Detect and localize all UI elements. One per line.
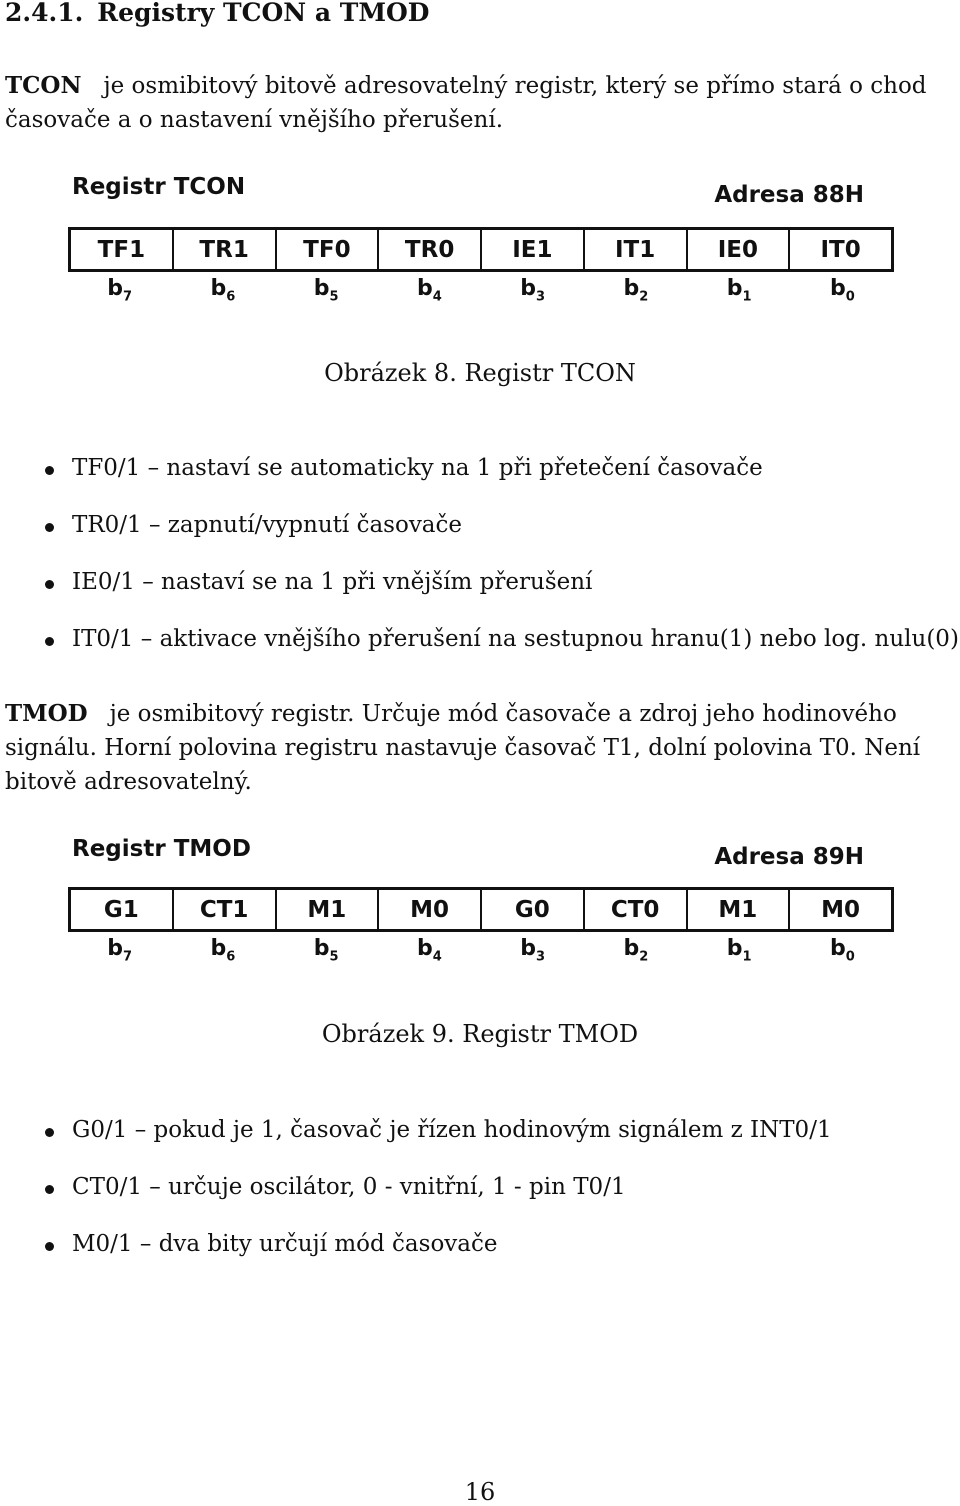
tcon-figure-title: Registr TCON (72, 174, 246, 200)
tcon-figure-address: Adresa 88H (714, 182, 864, 208)
list-item-text: IT0/1 – aktivace vnějšího přerušení na sestupnou hranu(1) nebo log. nulu(0) (72, 626, 959, 652)
section-title: Registry TCON a TMOD (97, 0, 430, 27)
tcon-bullet-list (45, 455, 959, 683)
list-item (45, 626, 959, 683)
list-item-text: M0/1 – dva bity určují mód časovače (72, 1231, 498, 1257)
tmod-bit-index: $b_7$ (107, 936, 133, 965)
tmod-bit-cell: M1 (688, 890, 791, 929)
list-item (45, 569, 959, 626)
list-item-text: G0/1 – pokud je 1, časovač je řízen hodinovým signálem z INT0/1 (72, 1117, 832, 1143)
tcon-bit-index: $b_6$ (210, 276, 236, 305)
tmod-intro-paragraph (5, 697, 955, 799)
tmod-intro-line-2: signálu. Horní polovina registru nastavuje časovač T1, dolní polovina T0. Není (5, 735, 921, 761)
tmod-bit-cell: CT1 (174, 890, 277, 929)
tmod-bit-index: $b_0$ (829, 936, 855, 965)
tcon-bit-index: $b_1$ (726, 276, 752, 305)
tmod-bit-cell: G0 (482, 890, 585, 929)
list-item (45, 455, 959, 512)
list-item (45, 1231, 832, 1288)
tcon-bit-cell: TR1 (174, 230, 277, 269)
tcon-bit-index: $b_0$ (829, 276, 855, 305)
tcon-intro-paragraph (5, 69, 955, 137)
tmod-bit-index: $b_4$ (416, 936, 442, 965)
tmod-bit-cell: M1 (277, 890, 380, 929)
tcon-bit-index: $b_7$ (107, 276, 133, 305)
tmod-bit-index: $b_2$ (623, 936, 649, 965)
page-number: 16 (464, 1478, 496, 1506)
tcon-bit-cell: TF0 (277, 230, 380, 269)
tmod-figure-caption: Obrázek 9. Registr TMOD (321, 1020, 639, 1048)
tcon-bit-index: $b_4$ (416, 276, 442, 305)
tcon-bit-cell: IE1 (482, 230, 585, 269)
list-item (45, 512, 959, 569)
list-item-text: CT0/1 – určuje oscilátor, 0 - vnitřní, 1 - pin T0/1 (72, 1174, 626, 1200)
tmod-bit-cell: CT0 (585, 890, 688, 929)
tmod-figure-title: Registr TMOD (72, 836, 251, 862)
list-item-text: IE0/1 – nastaví se na 1 při vnějším přerušení (72, 569, 593, 595)
tcon-bit-index-row (68, 276, 894, 304)
tmod-intro-line-1 (5, 697, 955, 731)
list-item-text: TF0/1 – nastaví se automaticky na 1 při přetečení časovače (72, 455, 763, 481)
bullet-icon (45, 1185, 54, 1194)
tmod-keyword: TMOD (5, 700, 88, 727)
section-number: 2.4.1. (5, 0, 84, 27)
tmod-figure-address: Adresa 89H (714, 844, 864, 870)
tmod-bit-index: $b_3$ (520, 936, 546, 965)
tcon-bit-index: $b_3$ (520, 276, 546, 305)
tmod-register-row (68, 887, 894, 932)
bullet-icon (45, 1242, 54, 1251)
tcon-bit-cell: TF1 (71, 230, 174, 269)
list-item-text: TR0/1 – zapnutí/vypnutí časovače (72, 512, 463, 538)
bullet-icon (45, 1128, 54, 1137)
tmod-bullet-list (45, 1117, 832, 1288)
tcon-bit-index: $b_5$ (313, 276, 339, 305)
tcon-bit-cell: IT1 (585, 230, 688, 269)
tcon-bit-index: $b_2$ (623, 276, 649, 305)
tmod-intro-text-1: je osmibitový registr. Určuje mód časovače a zdroj jeho hodinového (109, 701, 897, 727)
bullet-icon (45, 637, 54, 646)
tmod-bit-index-row (68, 936, 894, 964)
section-heading (5, 0, 429, 27)
list-item (45, 1174, 832, 1231)
tmod-bit-index: $b_1$ (726, 936, 752, 965)
tcon-intro-line-2: časovače a o nastavení vnějšího přerušení. (5, 107, 504, 133)
tmod-bit-cell: M0 (821, 896, 861, 923)
tcon-bit-cell: IE0 (688, 230, 791, 269)
tcon-bit-cell: IT0 (820, 236, 861, 263)
tcon-bit-cell: TR0 (379, 230, 482, 269)
bullet-icon (45, 580, 54, 589)
tcon-register-figure (68, 174, 894, 314)
tmod-bit-index: $b_6$ (210, 936, 236, 965)
bullet-icon (45, 523, 54, 532)
tmod-bit-cell: M0 (379, 890, 482, 929)
tmod-bit-cell: G1 (71, 890, 174, 929)
tcon-figure-caption: Obrázek 8. Registr TCON (324, 359, 636, 387)
tmod-register-figure (68, 836, 894, 976)
list-item (45, 1117, 832, 1174)
tmod-intro-line-3: bitově adresovatelný. (5, 769, 252, 795)
bullet-icon (45, 466, 54, 475)
tcon-intro-text-1: je osmibitový bitově adresovatelný registr, který se přímo stará o chod (103, 73, 927, 99)
tcon-keyword: TCON (5, 72, 82, 99)
tcon-intro-line-1 (5, 69, 955, 103)
tcon-register-row (68, 227, 894, 272)
tmod-bit-index: $b_5$ (313, 936, 339, 965)
